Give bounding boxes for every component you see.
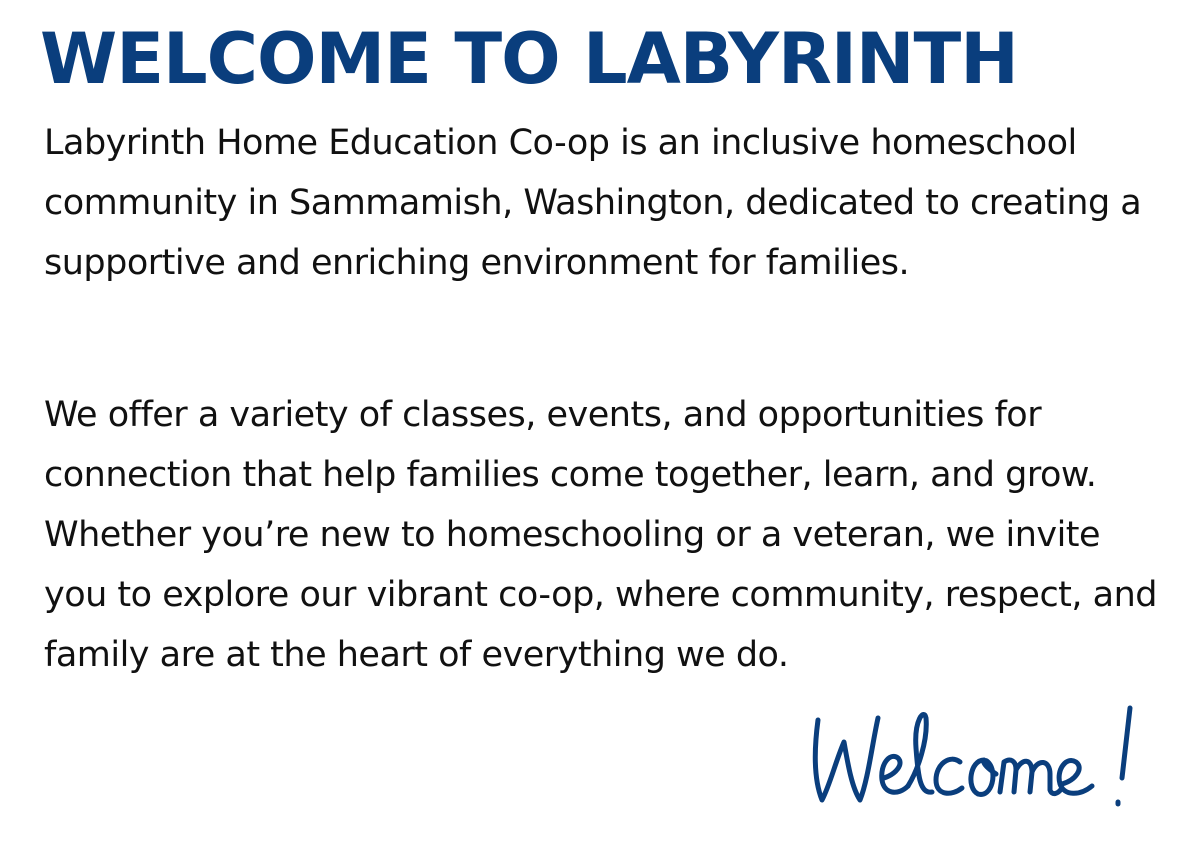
page-title: WELCOME TO LABYRINTH [40,18,1018,100]
welcome-script-graphic [800,690,1160,820]
welcome-script-signature [800,690,1160,820]
offerings-paragraph: We offer a variety of classes, events, and opportunities for connection that help families come together, learn, and grow. Whether you’re new to homeschooling or a veteran, we invite you to explore our vibrant co-op, where community, respect, and family are at the heart of everything we do. [44,395,1158,675]
intro-paragraph: Labyrinth Home Education Co-op is an inclusive homeschool community in Sammamish, Washington, dedicated to creating a supportive and enriching environment for families. [44,123,1142,283]
